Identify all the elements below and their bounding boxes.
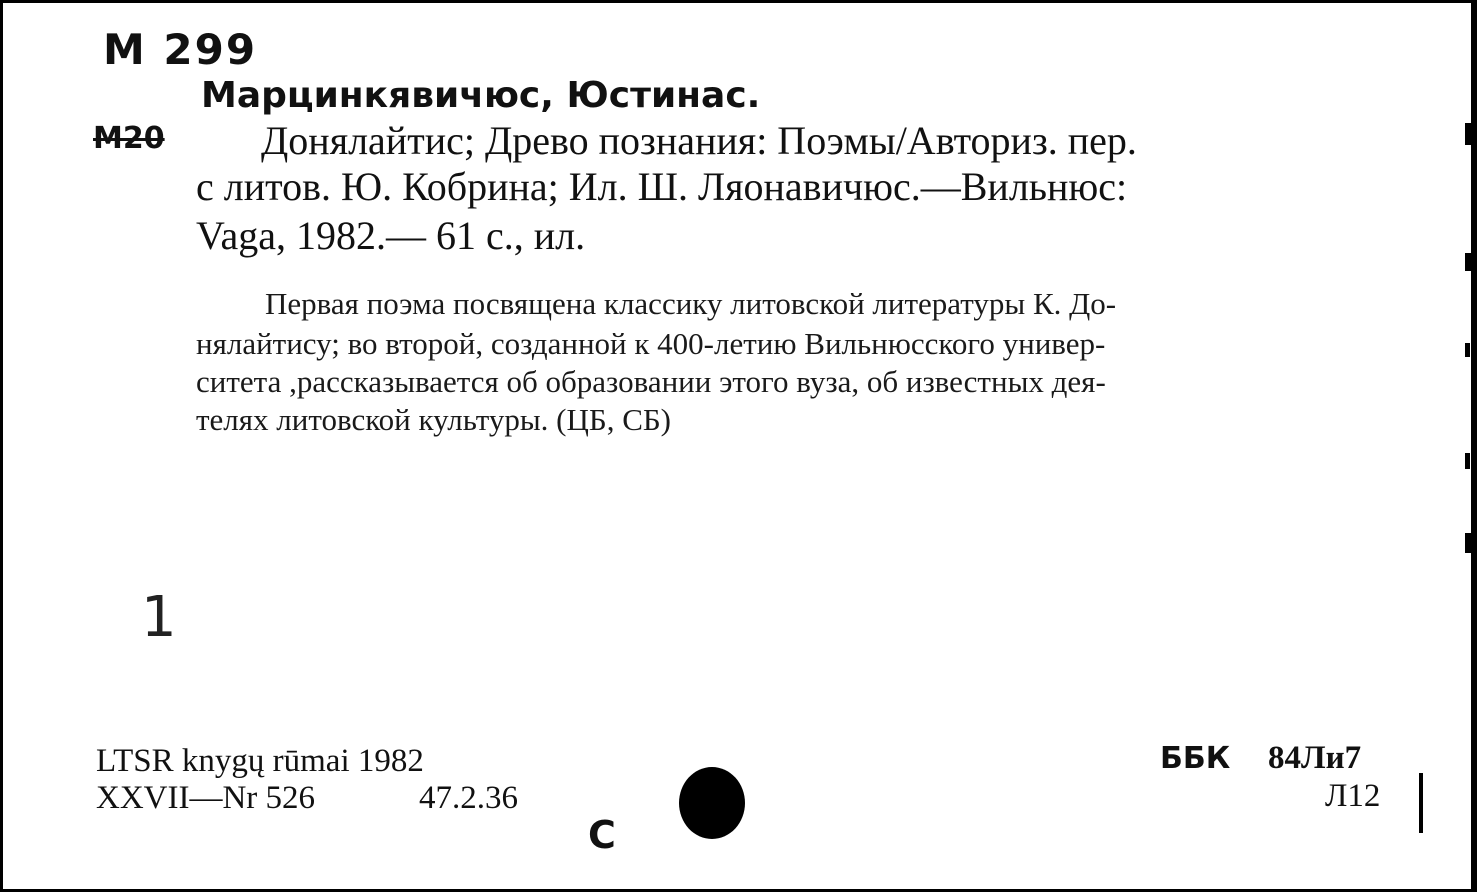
annotation-line-2: нялайтису; во второй, созданной к 400-летию Вильнюсского универ- — [196, 326, 1106, 361]
edge-speck — [1465, 453, 1470, 469]
edge-speck — [1465, 533, 1471, 553]
edge-speck — [1465, 343, 1470, 357]
vertical-bar — [1419, 773, 1423, 833]
annotation-line-4: телях литовской культуры. (ЦБ, СБ) — [196, 402, 671, 437]
title-line-1: Донялайтис; Древо познания: Поэмы/Авториз. пер. — [261, 118, 1137, 163]
title-line-3: Vaga, 1982.— 61 с., ил. — [196, 213, 586, 258]
handwritten-mark: 1 — [141, 585, 177, 650]
old-call-number: М20 — [93, 121, 165, 156]
publisher-line-2: XXVII—Nr 526 — [96, 780, 316, 816]
punched-dot — [679, 767, 745, 839]
author-heading: Марцинкявичюс, Юстинас. — [201, 75, 761, 116]
call-number: М 299 — [103, 25, 258, 74]
bbk-value: 84Ли7 — [1268, 740, 1362, 776]
title-line-2: с литов. Ю. Кобрина; Ил. Ш. Ляонавичюс.—Вильнюс: — [196, 164, 1128, 209]
edge-speck — [1465, 253, 1471, 271]
publisher-line-1: LTSR knygų rūmai 1982 — [96, 743, 424, 779]
c-mark: С — [588, 813, 616, 857]
author-mark: Л12 — [1325, 778, 1381, 814]
publisher-code: 47.2.36 — [419, 780, 518, 816]
bbk-label: ББК — [1160, 741, 1231, 776]
annotation-line-1: Первая поэма посвящена классику литовской литературы К. До- — [265, 286, 1117, 321]
edge-speck — [1465, 123, 1471, 145]
annotation-line-3: ситета ,рассказывается об образовании этого вуза, об известных дея- — [196, 364, 1106, 399]
